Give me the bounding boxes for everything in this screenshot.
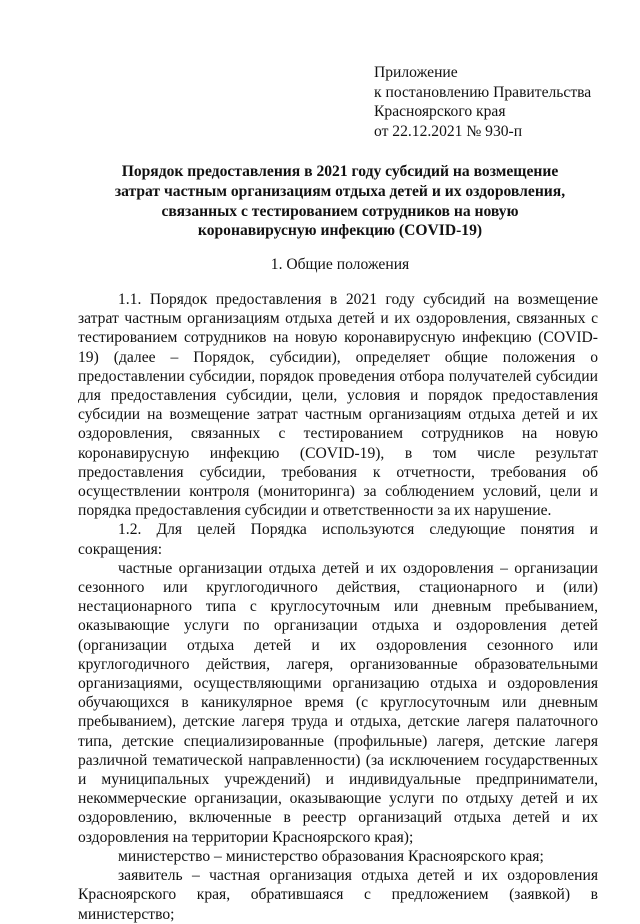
paragraph: 1.2. Для целей Порядка используются следующие понятия и сокращения: bbox=[78, 521, 598, 558]
body-text bbox=[78, 290, 598, 924]
document-title bbox=[60, 162, 620, 241]
title-line: коронавирусную инфекцию (COVID-19) bbox=[197, 222, 483, 240]
paragraph: 1.1. Порядок предоставления в 2021 году субсидий на возмещение затрат частным организациям отдыха детей и их оздоровления, связанных с тестированием сотрудников на новую коронавирусную инфекцию (COVID-19) (далее – Порядок, субсидии), определяет общие положения о предоставлении субсидии, порядок проведения отбора получателей субсидии для предоставления субсидии, цели, условия и порядок предоставления субсидии на возмещение затрат частным организациям отдыха детей и их оздоровления, связанных с тестированием сотрудников на новую коронавирусную инфекцию (COVID-19), в том числе результат предоставления субсидии, требования к отчетности, требования об осуществлении контроля (мониторинга) за соблюдением условий, цели и порядка предоставления субсидии и ответственности за их нарушение. bbox=[78, 291, 598, 520]
paragraph: заявитель – частная организация отдыха детей и их оздоровления Красноярского края, обратившаяся с предложением (заявкой) в министерство; bbox=[78, 867, 598, 923]
appendix-line: Красноярского края bbox=[374, 103, 506, 120]
appendix-note bbox=[374, 63, 624, 141]
title-line: затрат частным организациям отдыха детей и их оздоровления, bbox=[114, 182, 566, 200]
appendix-line: от 22.12.2021 № 930-п bbox=[374, 122, 523, 140]
section-heading: 1. Общие положения bbox=[270, 256, 410, 273]
title-line: связанных с тестированием сотрудников на новую bbox=[161, 202, 519, 220]
paragraph: частные организации отдыха детей и их оздоровления – организации сезонного или круглогодичного действия, стационарного и (или) нестационарного типа с круглосуточным или дневным пребыванием, оказывающие услуги по организации отдыха и оздоровления детей (организации отдыха детей и их оздоровления сезонного или круглогодичного действия, лагеря, организованные образовательными организациями, осуществляющими организацию отдыха и оздоровления обучающихся в каникулярное время (с круглосуточным или дневным пребыванием), детские лагеря труда и отдыха, детские лагеря палаточного типа, детские специализированные (профильные) лагеря, детские лагеря различной тематической направленности) (за исключением государственных и муниципальных учреждений) и индивидуальные предприниматели, некоммерческие организации, оказывающие услуги по отдыху детей и их оздоровлению, включенные в реестр организаций отдыха детей и их оздоровления на территории Красноярского края); bbox=[78, 559, 598, 846]
paragraph: министерство – министерство образования Красноярского края; bbox=[118, 847, 544, 865]
appendix-line: к постановлению Правительства bbox=[374, 83, 592, 101]
appendix-line: Приложение bbox=[374, 64, 458, 81]
title-line: Порядок предоставления в 2021 году субсидий на возмещение bbox=[121, 163, 559, 180]
